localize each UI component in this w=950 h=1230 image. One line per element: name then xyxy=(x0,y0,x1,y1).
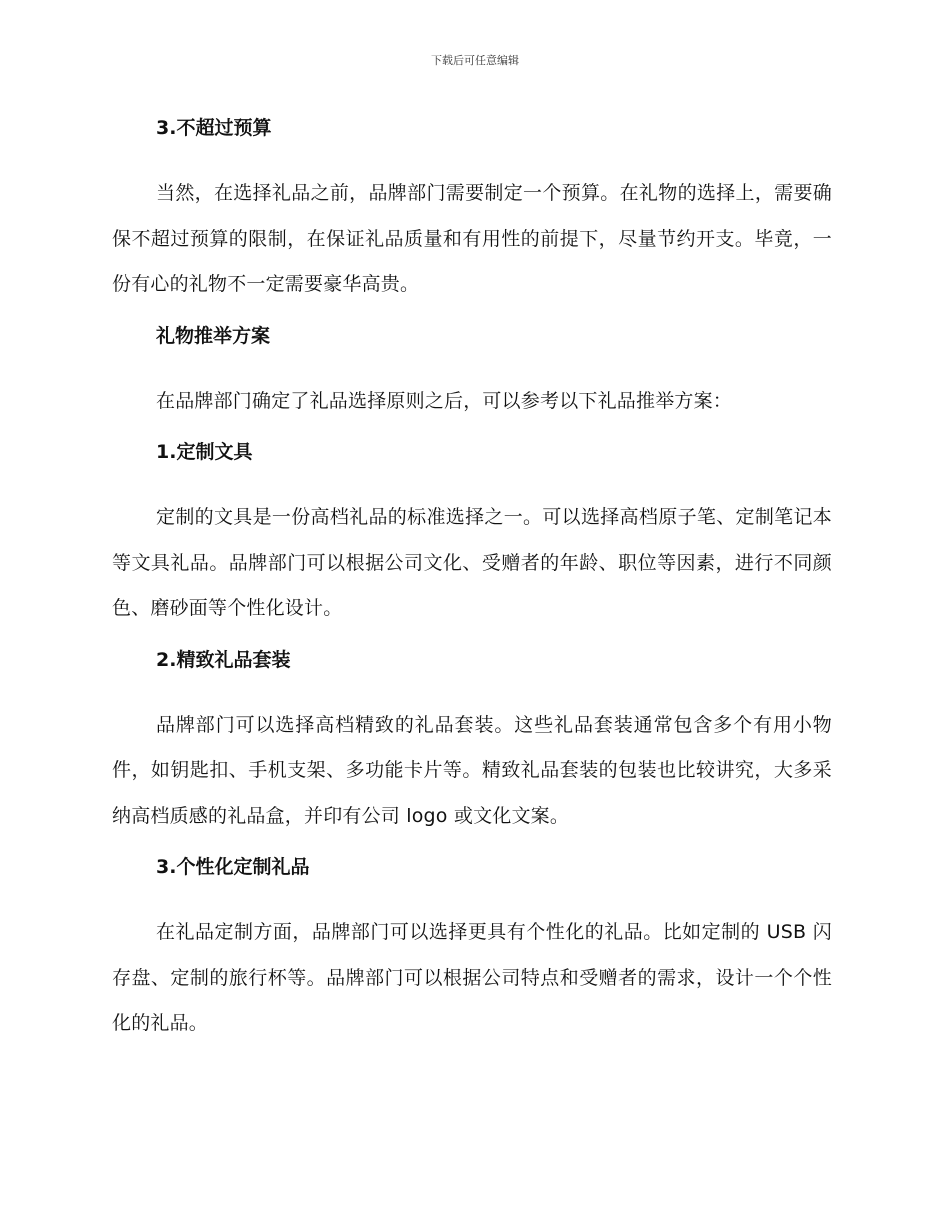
section-paragraph-gift-set: 品牌部门可以选择高档精致的礼品套装。这些礼品套装通常包含多个有用小物件，如钥匙扣、手机支架、多功能卡片等。精致礼品套装的包装也比较讲究，大多采纳高档质感的礼品盒，并印有公司 logo 或文化文案。 xyxy=(112,713,832,827)
section-heading-budget: 3.不超过预算 xyxy=(156,117,272,139)
section-heading-stationery: 1.定制文具 xyxy=(156,441,253,463)
page-header: 下载后可任意编辑 xyxy=(431,54,519,67)
section-heading-gift-set: 2.精致礼品套装 xyxy=(156,648,291,671)
section-paragraph-gift-plan: 在品牌部门确定了礼品选择原则之后，可以参考以下礼品推举方案： xyxy=(156,389,733,412)
section-heading-custom-gift: 3.个性化定制礼品 xyxy=(156,856,310,878)
document-body xyxy=(112,112,832,1047)
section-paragraph-custom-gift: 在礼品定制方面，品牌部门可以选择更具有个性化的礼品。比如定制的 USB 闪存盘、定制的旅行杯等。品牌部门可以根据公司特点和受赠者的需求，设计一个个性化的礼品。 xyxy=(112,921,832,1034)
section-paragraph-budget: 当然，在选择礼品之前，品牌部门需要制定一个预算。在礼物的选择上，需要确保不超过预算的限制，在保证礼品质量和有用性的前提下，尽量节约开支。毕竟，一份有心的礼物不一定需要豪华高贵。 xyxy=(112,182,832,295)
section-paragraph-stationery: 定制的文具是一份高档礼品的标准选择之一。可以选择高档原子笔、定制笔记本等文具礼品。品牌部门可以根据公司文化、受赠者的年龄、职位等因素，进行不同颜色、磨砂面等个性化设计。 xyxy=(112,506,832,619)
section-heading-gift-plan: 礼物推举方案 xyxy=(156,324,271,347)
